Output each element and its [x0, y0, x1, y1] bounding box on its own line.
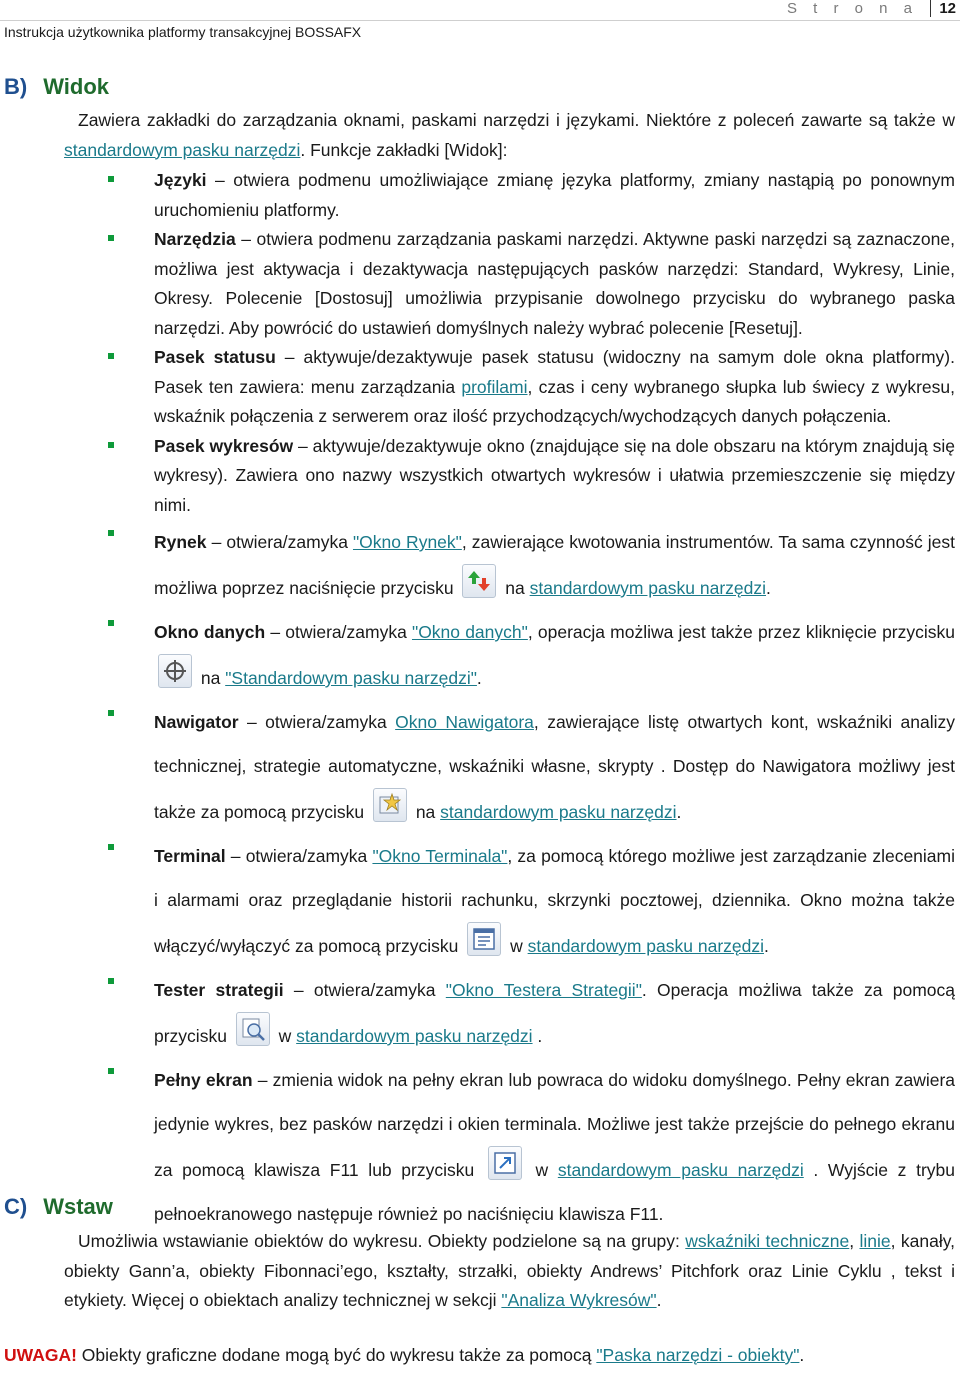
toolbar-link[interactable]: standardowym pasku narzędzi	[440, 802, 677, 822]
item-term: Tester strategii	[154, 980, 284, 1000]
section-title: Wstaw	[43, 1194, 113, 1219]
warning-label: UWAGA!	[4, 1345, 77, 1365]
objects-toolbar-link[interactable]: "Paska narzędzi - obiekty"	[596, 1345, 800, 1365]
body-text: .	[656, 1290, 662, 1310]
section-c-heading	[4, 1194, 113, 1220]
list-item-okno-danych	[108, 610, 955, 700]
item-text: – otwiera podmenu umożliwiające zmianę języka platformy, zmiany nastąpią po ponownym uruchomieniu platformy.	[154, 170, 955, 220]
item-term: Nawigator	[154, 712, 239, 732]
full-screen-icon	[488, 1146, 522, 1180]
warning-text: Obiekty graficzne dodane mogą być do wykresu także za pomocą	[76, 1345, 597, 1365]
body-text: ,	[849, 1231, 860, 1251]
section-b-intro	[64, 106, 955, 165]
item-term: Rynek	[154, 532, 207, 552]
toolbar-link[interactable]: "Standardowym pasku narzędzi"	[225, 668, 477, 688]
document-title: Instrukcja użytkownika platformy transakcyjnej BOSSAFX	[4, 24, 362, 40]
data-window-link[interactable]: "Okno danych"	[411, 622, 528, 642]
item-text: – otwiera podmenu zarządzania paskami narzędzi. Aktywne paski narzędzi są zaznaczone, możliwa jest aktywacja i dezaktywacja następujących pasków narzędzi: Standard, Wykresy, Linie, Okresy. Polecenie [Dostosuj] umożliwia przypisanie dowolnego przycisku do wybranego paska narzędzi. Aby powrócić do ustawień domyślnych należy wybrać polecenie [Resetuj].	[154, 229, 955, 338]
item-term: Pasek statusu	[154, 347, 276, 367]
item-text: w	[505, 936, 528, 956]
list-item-narzedzia	[108, 225, 955, 343]
item-text: , zawierające listę otwartych kont, wskaźniki analizy technicznej, strategie automatyczne, wskaźniki własne, skrypty . Dostęp do Nawigatora możliwy jest także za pomocą przycisku	[154, 712, 955, 822]
list-item-pelny-ekran	[108, 1058, 955, 1236]
list-item-pasek-statusu	[108, 343, 955, 432]
item-term: Okno danych	[154, 622, 266, 642]
item-text: .	[676, 802, 682, 822]
warning-note	[4, 1345, 804, 1366]
item-text: – otwiera/zamyka	[238, 712, 396, 732]
section-c-body	[64, 1227, 955, 1316]
technical-indicators-link[interactable]: wskaźniki techniczne	[685, 1231, 850, 1251]
item-text: w	[525, 1160, 558, 1180]
widok-functions-list	[108, 166, 955, 1236]
toolbar-link[interactable]: standardowym pasku narzędzi	[527, 936, 764, 956]
intro-text: Zawiera zakładki do zarządzania oknami, paskami narzędzi i językami. Niektóre z poleceń zawarte są także w	[78, 110, 955, 130]
item-text: – aktywuje/dezaktywuje pasek statusu (widoczny na samym dole okna platformy). Pasek ten zawiera: menu zarządzania	[154, 347, 955, 397]
item-text: , za pomocą którego możliwe jest zarządzanie zleceniami i alarmami oraz przeglądanie historii rachunku, skrzynki pocztowej, dziennika. Okno można także włączyć/wyłączyć za pomocą przycisku	[154, 846, 955, 956]
item-text: na	[410, 802, 441, 822]
body-text: , kanały, obiekty Gann’a, obiekty Fibonnaci’ego, kształty, strzałki, obiekty Andrews’ Pitchfork oraz Linie Cyklu , tekst i etykiety. Więcej o obiektach analizy technicznej w sekcji	[64, 1231, 956, 1310]
item-text: – aktywuje/dezaktywuje okno (znajdujące się na dole obszaru na którym znajdują się wykresy). Zawiera ono nazwy wszystkich otwartych wykresów i ułatwia przemieszczenie się między nimi.	[154, 435, 955, 515]
chart-analysis-link[interactable]: "Analiza Wykresów"	[501, 1290, 657, 1310]
warning-text-end: .	[799, 1345, 805, 1365]
intro-link[interactable]: standardowym pasku narzędzi	[64, 139, 301, 160]
profiles-link[interactable]: profilami	[461, 376, 528, 397]
list-item-tester-strategii	[108, 968, 955, 1058]
item-text: w	[273, 1026, 297, 1046]
market-window-icon	[462, 564, 496, 598]
page-header	[0, 0, 960, 46]
item-text: – otwiera/zamyka	[283, 980, 446, 1000]
item-text: . Operacja możliwa także za pomocą przycisku	[154, 980, 956, 1046]
section-letter: B)	[4, 74, 28, 99]
market-window-link[interactable]: "Okno Rynek"	[352, 532, 462, 552]
lines-link[interactable]: linie	[859, 1231, 891, 1251]
item-text: .	[476, 668, 482, 688]
terminal-icon	[467, 922, 501, 956]
item-term: Narzędzia	[154, 229, 236, 249]
list-item-nawigator	[108, 700, 955, 834]
body-text: Umożliwia wstawianie obiektów do wykresu. Obiekty podzielone są na grupy:	[78, 1231, 686, 1251]
item-text: – otwiera/zamyka	[206, 532, 353, 552]
list-item-terminal	[108, 834, 955, 968]
page-label: S t r o n a	[786, 0, 918, 17]
item-text: .	[766, 578, 771, 598]
data-window-icon	[158, 654, 192, 688]
item-term: Języki	[154, 170, 207, 190]
toolbar-link[interactable]: standardowym pasku narzędzi	[557, 1160, 804, 1180]
intro-text-end: . Funkcje zakładki [Widok]:	[300, 139, 508, 160]
item-text: .	[532, 1026, 543, 1046]
item-text: .	[764, 936, 769, 956]
page-number: 12	[930, 0, 956, 17]
item-term: Terminal	[154, 846, 226, 866]
section-b-heading	[4, 74, 109, 100]
section-title: Widok	[43, 74, 110, 99]
item-text: . Wyjście z trybu pełnoekranowego następuje również po naciśnięciu klawisza F11.	[154, 1160, 955, 1224]
strategy-tester-icon	[236, 1012, 270, 1046]
toolbar-link[interactable]: standardowym pasku narzędzi	[296, 1026, 533, 1046]
item-text: na	[196, 668, 226, 688]
item-text: – otwiera/zamyka	[265, 622, 412, 642]
navigator-icon	[373, 788, 407, 822]
item-term: Pełny ekran	[154, 1070, 253, 1090]
item-text: – otwiera/zamyka	[225, 846, 373, 866]
list-item-jezyki	[108, 166, 955, 225]
item-text: na	[500, 578, 530, 598]
navigator-link[interactable]: Okno Nawigatora	[395, 712, 534, 732]
item-text: , operacja możliwa jest także przez kliknięcie przycisku	[527, 622, 956, 642]
item-text: – zmienia widok na pełny ekran lub powraca do widoku domyślnego. Pełny ekran zawiera jedynie wykres, bez pasków narzędzi i okien terminala. Możliwe jest także przejście do pełnego ekranu za pomocą klawisza F11 lub przycisku	[154, 1070, 956, 1180]
header-rule	[0, 20, 960, 21]
toolbar-link[interactable]: standardowym pasku narzędzi	[529, 578, 766, 598]
section-letter: C)	[4, 1194, 28, 1219]
item-text: , zawierające kwotowania instrumentów. Ta sama czynność jest możliwa poprzez naciśnięcie przycisku	[154, 532, 955, 598]
list-item-rynek	[108, 520, 955, 610]
list-item-pasek-wykresow	[108, 432, 955, 521]
strategy-tester-link[interactable]: "Okno Testera Strategii"	[445, 980, 642, 1000]
item-text: , czas i ceny wybranego słupka lub świecy z wykresu, wskaźnik połączenia z serwerem oraz ilość przychodzących/wychodzących danych połączenia.	[154, 376, 956, 426]
terminal-link[interactable]: "Okno Terminala"	[372, 846, 508, 866]
item-term: Pasek wykresów	[154, 435, 294, 456]
